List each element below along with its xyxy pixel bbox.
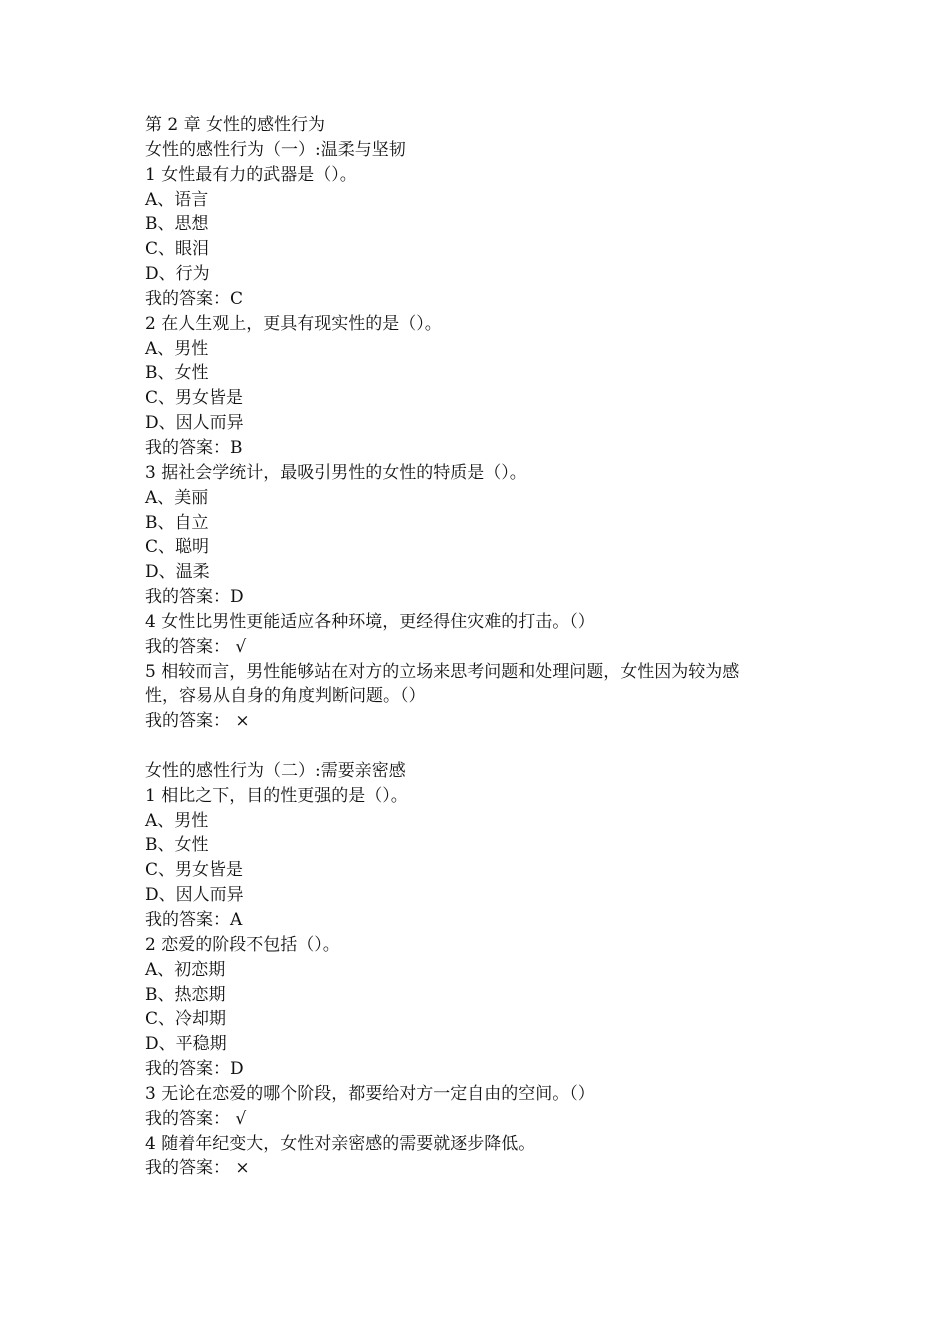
question-stem-continued: 性，容易从自身的角度判断问题。（）	[145, 686, 426, 707]
question-stem: 4 女性比男性更能适应各种环境，更经得住灾难的打击。（）	[145, 611, 595, 632]
section-title: 女性的感性行为（一）:温柔与坚韧	[145, 139, 406, 160]
question-stem: 4 随着年纪变大，女性对亲密感的需要就逐步降低。	[145, 1133, 536, 1154]
option-d: D、温柔	[145, 562, 210, 583]
option-b: B、自立	[145, 512, 209, 533]
chapter-title: 第 2 章 女性的感性行为	[145, 115, 326, 135]
option-c: C、眼泪	[145, 239, 210, 260]
option-a: A、美丽	[145, 487, 209, 508]
option-c: C、冷却期	[145, 1009, 227, 1030]
my-answer: 我的答案： √	[145, 1108, 247, 1129]
question-stem: 3 据社会学统计，最吸引男性的女性的特质是（）。	[145, 462, 527, 483]
option-a: A、语言	[145, 189, 209, 210]
option-d: D、平稳期	[145, 1034, 227, 1055]
my-answer: 我的答案： ×	[145, 1158, 250, 1179]
option-c: C、聪明	[145, 537, 210, 558]
option-a: A、男性	[145, 810, 209, 831]
my-answer: 我的答案：D	[145, 1059, 244, 1080]
my-answer: 我的答案：C	[145, 288, 244, 309]
option-c: C、男女皆是	[145, 388, 244, 409]
question-stem: 1 女性最有力的武器是（）。	[145, 164, 357, 185]
document-page	[145, 113, 825, 1181]
option-d: D、因人而异	[145, 413, 244, 434]
option-b: B、思想	[145, 214, 209, 235]
option-b: B、女性	[145, 835, 209, 856]
my-answer: 我的答案： ×	[145, 711, 250, 732]
option-c: C、男女皆是	[145, 860, 244, 881]
option-a: A、初恋期	[145, 959, 226, 980]
my-answer: 我的答案：A	[145, 910, 243, 930]
option-a: A、男性	[145, 338, 209, 359]
my-answer: 我的答案：B	[145, 437, 243, 458]
option-d: D、行为	[145, 264, 210, 285]
my-answer: 我的答案： √	[145, 636, 247, 657]
my-answer: 我的答案：D	[145, 587, 244, 608]
option-d: D、因人而异	[145, 885, 244, 906]
question-stem: 1 相比之下，目的性更强的是（）。	[145, 785, 408, 806]
section-spacer	[145, 734, 825, 759]
question-stem: 5 相较而言，男性能够站在对方的立场来思考问题和处理问题，女性因为较为感	[145, 661, 740, 682]
option-b: B、女性	[145, 363, 209, 384]
question-stem: 3 无论在恋爱的哪个阶段，都要给对方一定自由的空间。（）	[145, 1083, 595, 1104]
option-b: B、热恋期	[145, 984, 226, 1005]
question-stem: 2 在人生观上，更具有现实性的是（）。	[145, 313, 442, 334]
question-stem: 2 恋爱的阶段不包括（）。	[145, 934, 340, 955]
section-title: 女性的感性行为（二）:需要亲密感	[145, 760, 406, 781]
